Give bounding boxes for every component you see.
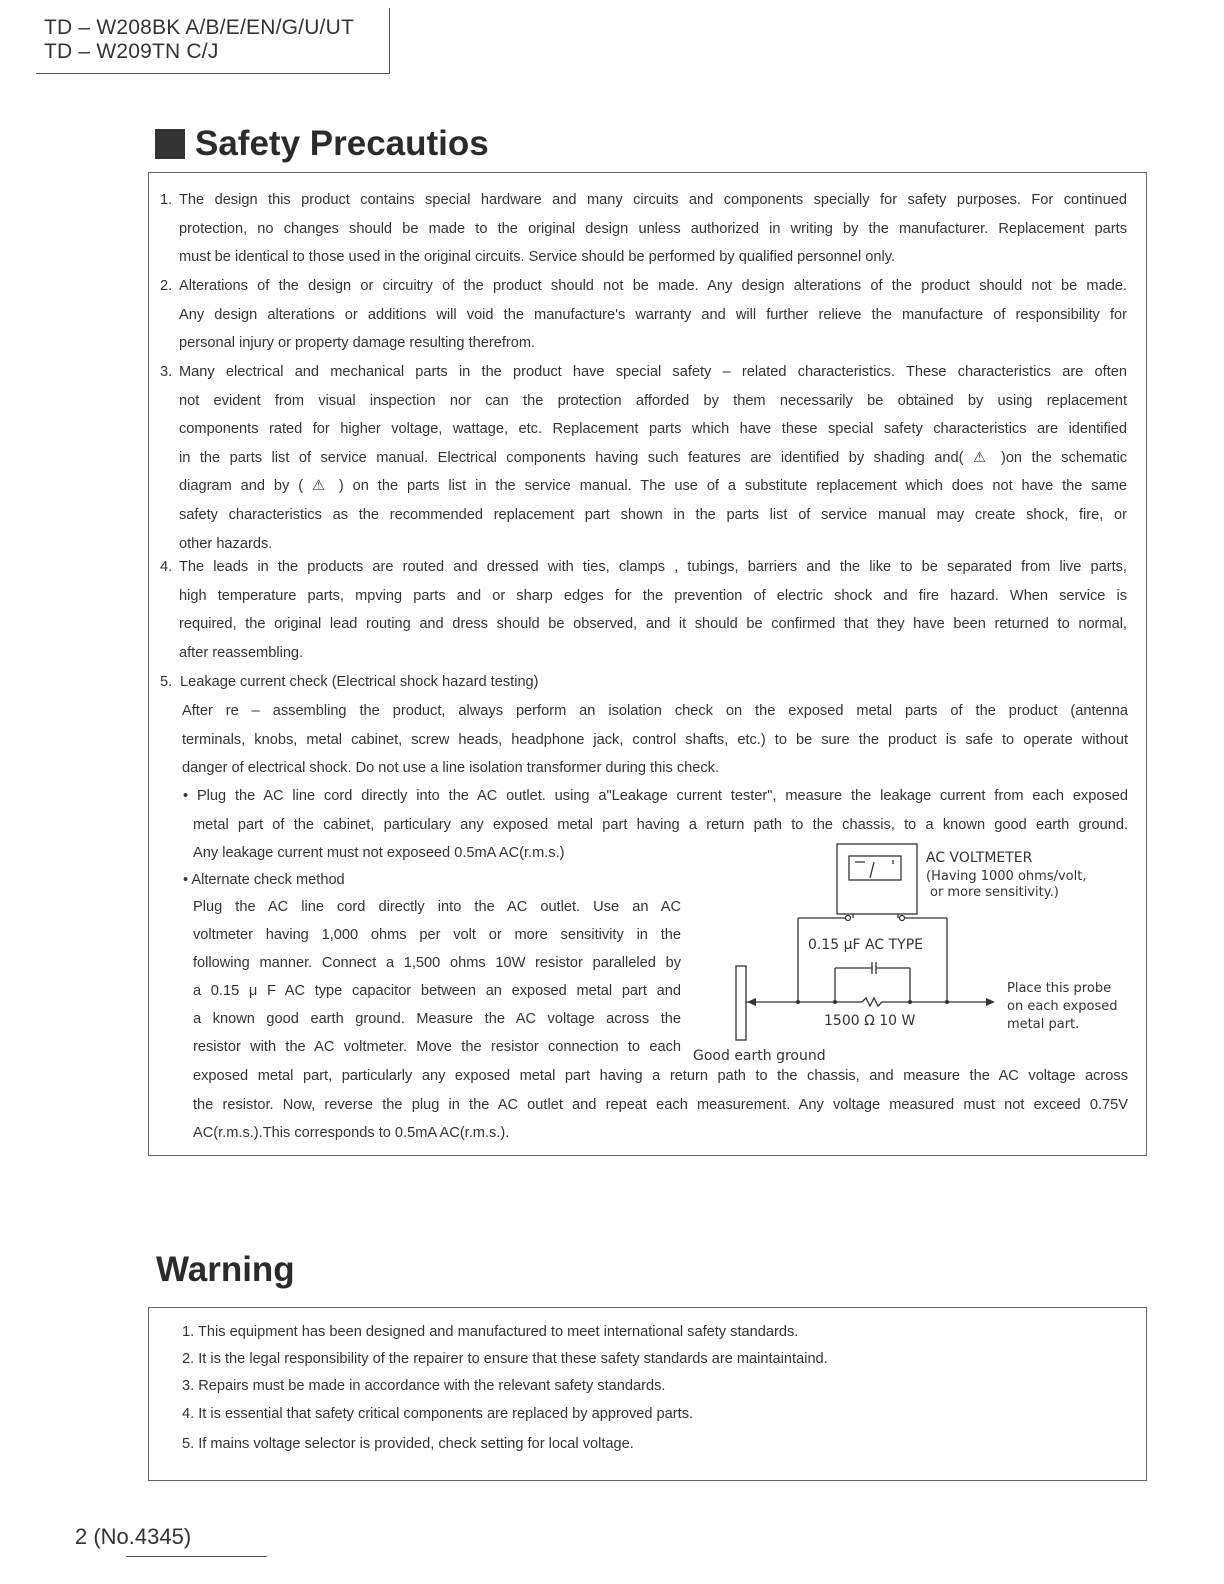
warning-item-4: 4. It is essential that safety critical components are replaced by approved parts. <box>182 1406 694 1422</box>
page-number: 2 (No.4345) <box>75 1524 192 1549</box>
title-square-icon <box>155 129 185 159</box>
item-line: the resistor. Now, reverse the plug in the AC outlet and repeat each measurement. Any voltage measured must not exceed 0.75V <box>193 1096 1128 1113</box>
probe-label-2: on each exposed <box>1007 999 1118 1014</box>
item-line: voltmeter having 1,000 ohms per volt or more sensitivity in the <box>193 927 681 943</box>
item-number: 3. <box>160 364 173 380</box>
item-line: personal injury or property damage resulting therefrom. <box>179 335 536 352</box>
item-line: The leads in the products are routed and dressed with ties, clamps , tubings, barriers and the like to be separated from live parts, <box>179 559 1127 575</box>
ground-plate <box>736 966 746 1040</box>
item-line: must be identical to those used in the original circuits. Service should be performed by qualified personnel only. <box>179 249 896 266</box>
leakage-heading: Leakage current check (Electrical shock hazard testing) <box>180 674 539 690</box>
item-line: in the parts list of service manual. Electrical components having such features are identified by shading and( ⚠ )on the schematic <box>179 449 1127 466</box>
warning-item-5: 5. If mains voltage selector is provided, check setting for local voltage. <box>182 1436 634 1452</box>
item-line: Many electrical and mechanical parts in the product have special safety – related characteristics. These characteristics are often <box>179 364 1127 380</box>
item-line: danger of electrical shock. Do not use a line isolation transformer during this check. <box>182 760 719 777</box>
item-line: safety characteristics as the recommended replacement part shown in the parts list of service manual may create shock, fire, or <box>179 506 1127 523</box>
item-line: resistor with the AC voltmeter. Move the resistor connection to each <box>193 1039 681 1055</box>
warning-item-2: 2. It is the legal responsibility of the repairer to ensure that these safety standards are maintaintaind. <box>182 1351 828 1367</box>
leakage-test-diagram <box>690 838 1140 1068</box>
item-line: metal part of the cabinet, particulary any exposed metal part having a return path to the chassis, to a known good earth ground. <box>193 816 1128 833</box>
safety-title <box>155 124 489 164</box>
safety-title-text: Safety Precautios <box>195 124 489 163</box>
item-line: a known good earth ground. Measure the AC voltage across the <box>193 1011 681 1027</box>
item-line: AC(r.m.s.).This corresponds to 0.5mA AC(r.m.s.). <box>193 1125 510 1142</box>
item-line: The design this product contains special hardware and many circuits and components specially for safety purposes. For continued <box>179 192 1127 208</box>
voltmeter-note-1: (Having 1000 ohms/volt, <box>926 869 1087 884</box>
leakage-limit-line: Any leakage current must not exposeed 0.5mA AC(r.m.s.) <box>193 845 565 861</box>
item-line: Plug the AC line cord directly into the AC outlet. Use an AC <box>193 899 681 915</box>
item-number: 5. <box>160 674 173 690</box>
item-line: Alterations of the design or circuitry of the product should not be made. Any design alterations of the product should not be made. <box>179 278 1127 294</box>
item-line: terminals, knobs, metal cabinet, screw heads, headphone jack, control shafts, etc.) to be sure the product is safe to operate without <box>182 731 1128 748</box>
voltmeter-label: AC VOLTMETER <box>926 850 1033 866</box>
model-line-1: TD – W208BK A/B/E/EN/G/U/UT <box>44 16 354 39</box>
footer-rule <box>126 1556 267 1557</box>
warning-title: Warning <box>156 1250 295 1289</box>
item-line: exposed metal part, particularly any exposed metal part having a return path to the chassis, and measure the AC voltage across <box>193 1068 1128 1084</box>
item-line: a 0.15 μ F AC type capacitor between an exposed metal part and <box>193 983 681 999</box>
warning-item-1: 1. This equipment has been designed and manufactured to meet international safety standards. <box>182 1324 799 1340</box>
voltmeter-note-2: or more sensitivity.) <box>930 885 1059 900</box>
resistor-label: 1500 Ω 10 W <box>824 1013 916 1029</box>
item-line: following manner. Connect a 1,500 ohms 10W resistor paralleled by <box>193 955 681 971</box>
item-line: After re – assembling the product, always perform an isolation check on the exposed metal parts of the product (antenna <box>182 703 1128 719</box>
item-line: protection, no changes should be made to the original design unless authorized in writing by the manufacturer. Replacement parts <box>179 220 1127 237</box>
ground-arrow-icon <box>747 998 756 1006</box>
item-number: 1. <box>160 192 173 208</box>
model-line-2: TD – W209TN C/J <box>44 40 219 63</box>
item-line: not evident from visual inspection nor can the protection afforded by them necessarily be obtained by using replacement <box>179 392 1127 409</box>
item-number: 2. <box>160 278 173 294</box>
item-line: • Plug the AC line cord directly into the AC outlet. using a"Leakage current tester", measure the leakage current from each exposed <box>183 788 1128 804</box>
probe-label-1: Place this probe <box>1007 981 1112 996</box>
item-line: diagram and by ( ⚠ ) on the parts list in the service manual. The use of a substitute replacement which does not have the same <box>179 478 1127 495</box>
probe-arrow-icon <box>986 998 995 1006</box>
warning-item-3: 3. Repairs must be made in accordance with the relevant safety standards. <box>182 1378 666 1394</box>
item-line: other hazards. <box>179 535 273 552</box>
voltmeter-meter-icon <box>849 856 901 880</box>
model-header-box <box>36 8 390 74</box>
item-number: 4. <box>160 559 173 575</box>
alternate-method-heading: • Alternate check method <box>183 872 345 888</box>
item-line: Any design alterations or additions will void the manufacture's warranty and will further relieve the manufacture of responsibility for <box>179 306 1127 323</box>
ground-label: Good earth ground <box>693 1048 826 1064</box>
item-line: required, the original lead routing and dress should be observed, and it should be confirmed that they have been returned to normal, <box>179 616 1127 633</box>
item-line: after reassembling. <box>179 644 304 661</box>
item-line: high temperature parts, mpving parts and or sharp edges for the prevention of electric shock and fire hazard. When service is <box>179 587 1127 604</box>
capacitor-label: 0.15 μF AC TYPE <box>808 937 923 953</box>
probe-label-3: metal part. <box>1007 1017 1080 1032</box>
resistor-symbol <box>862 998 882 1006</box>
item-line: components rated for higher voltage, wattage, etc. Replacement parts which have these special safety characteristics are identified <box>179 421 1127 438</box>
